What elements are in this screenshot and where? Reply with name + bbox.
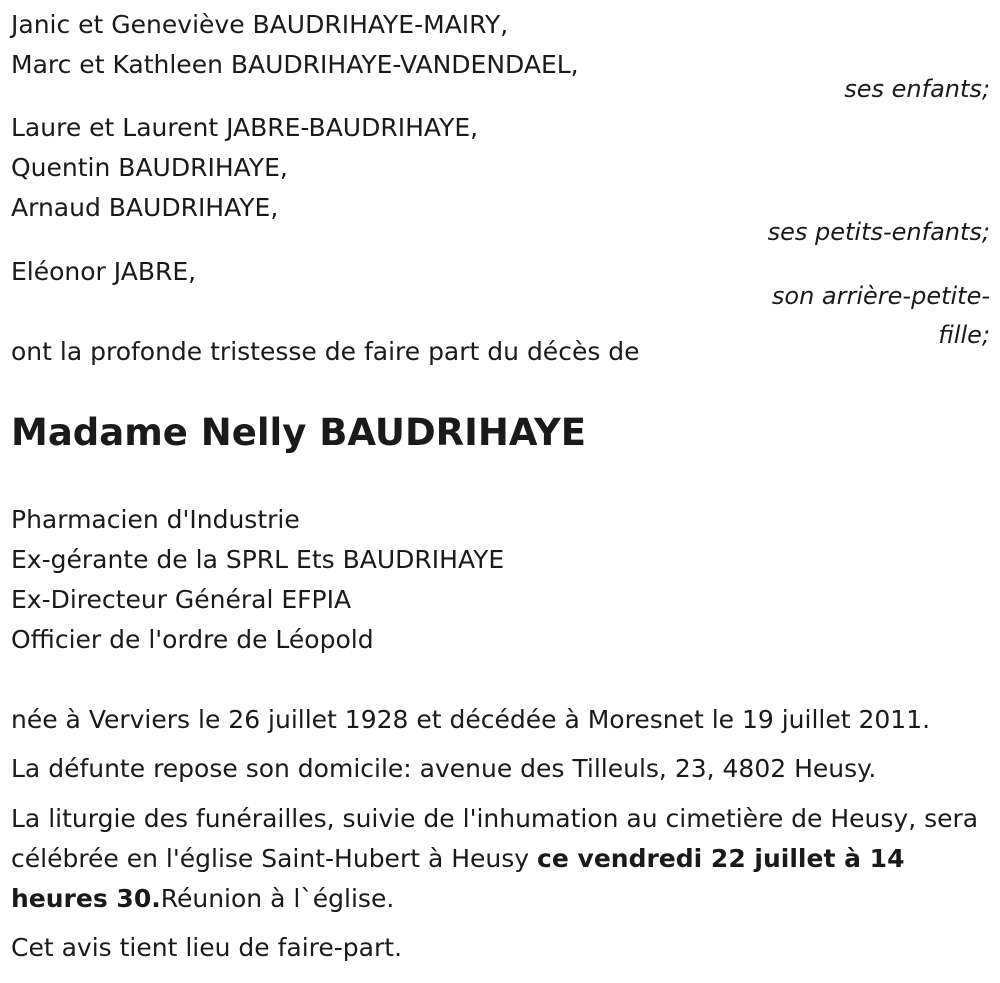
great-grandchild-role-line-1: son arrière-petite- — [771, 282, 990, 310]
children-role: ses enfants; — [844, 75, 990, 103]
children-line-1: Janic et Geneviève BAUDRIHAYE-MAIRY, — [11, 10, 509, 39]
funeral-meeting: Réunion à l`église. — [160, 884, 395, 913]
title-line-1: Pharmacien d'Industrie — [11, 505, 300, 534]
funeral-date-time: ce vendredi 22 juillet à 14 heures 30. — [11, 844, 905, 913]
children-line-2: Marc et Kathleen BAUDRIHAYE-VANDENDAEL, — [11, 50, 579, 79]
grandchildren-role: ses petits-enfants; — [767, 218, 990, 246]
title-line-3: Ex-Directeur Général EFPIA — [11, 585, 352, 614]
funeral-paragraph — [11, 799, 986, 919]
closing-line: Cet avis tient lieu de faire-part. — [11, 933, 403, 962]
title-line-2: Ex-gérante de la SPRL Ets BAUDRIHAYE — [11, 545, 505, 574]
announcement: ont la profonde tristesse de faire part du décès de — [11, 337, 640, 366]
deceased-name: Madame Nelly BAUDRIHAYE — [11, 411, 587, 454]
grandchildren-line-3: Arnaud BAUDRIHAYE, — [11, 193, 279, 222]
grandchildren-line-1: Laure et Laurent JABRE-BAUDRIHAYE, — [11, 113, 479, 142]
great-grandchild-role-line-2: fille; — [938, 321, 990, 349]
title-line-4: Officier de l'ordre de Léopold — [11, 625, 374, 654]
residence-line: La défunte repose son domicile: avenue des Tilleuls, 23, 4802 Heusy. — [11, 754, 877, 783]
funeral-text: La liturgie des funérailles, suivie de l'inhumation au cimetière de Heusy, sera célébrée en l'église Saint-Hubert à Heusy — [11, 804, 979, 873]
great-grandchild-line-1: Eléonor JABRE, — [11, 257, 197, 286]
birth-death-line: née à Verviers le 26 juillet 1928 et décédée à Moresnet le 19 juillet 2011. — [11, 705, 931, 734]
grandchildren-line-2: Quentin BAUDRIHAYE, — [11, 153, 288, 182]
